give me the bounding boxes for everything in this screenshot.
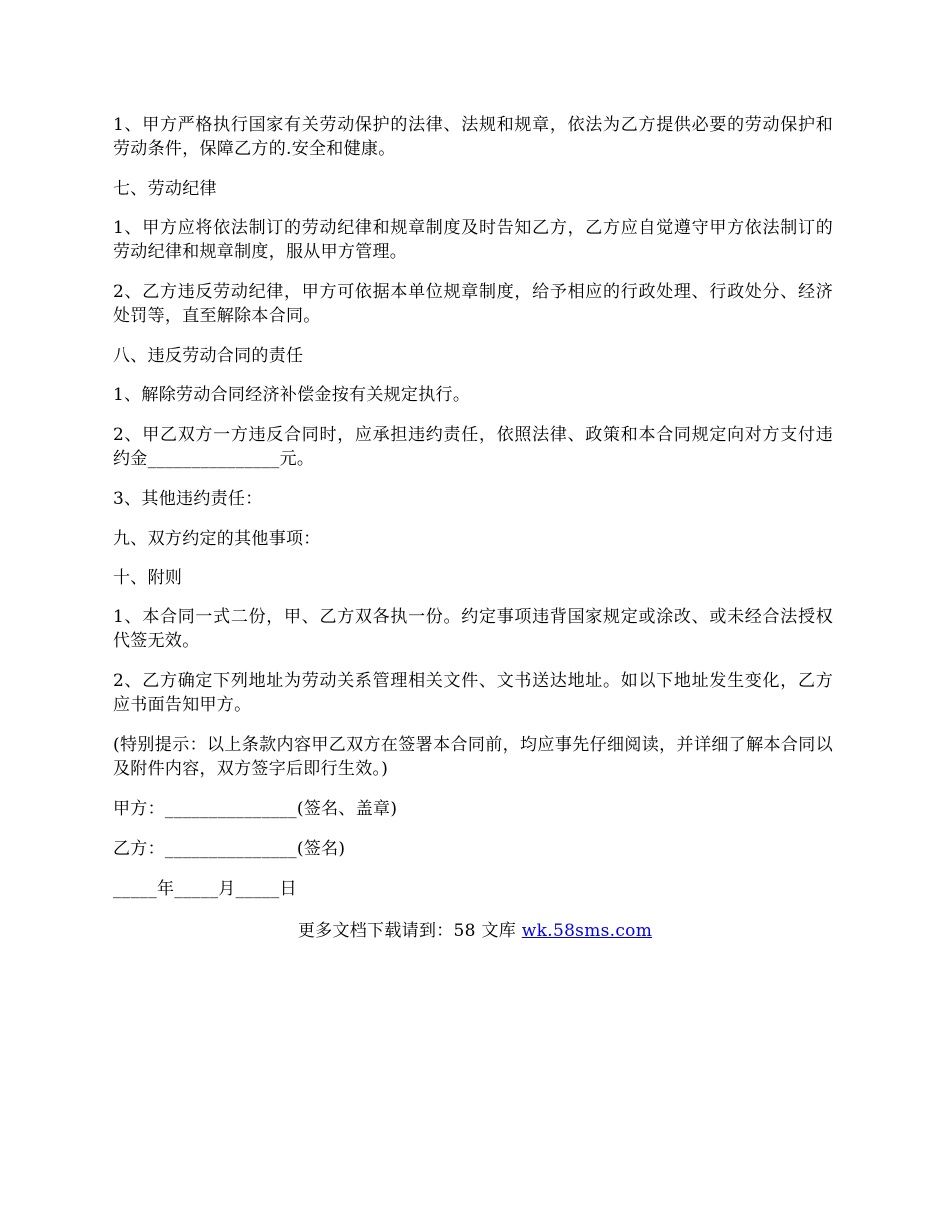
footer-link[interactable]: wk.58sms.com: [521, 921, 653, 941]
clause-discipline-1: 1、甲方应将依法制订的劳动纪律和规章制度及时告知乙方，乙方应自觉遵守甲方依法制订的劳动纪律和规章制度，服从甲方管理。: [113, 218, 833, 262]
clause-liability-2: 2、甲乙双方一方违反合同时，应承担违约责任，依照法律、政策和本合同规定向对方支付违约金_______________元。: [113, 425, 833, 469]
clause-supplementary-1: 1、本合同一式二份，甲、乙方双各执一份。约定事项违背国家规定或涂改、或未经合法授权代签无效。: [113, 607, 833, 651]
section-heading-liability: 八、违反劳动合同的责任: [113, 346, 304, 366]
clause-liability-1: 1、解除劳动合同经济补偿金按有关规定执行。: [113, 385, 471, 405]
document-body: [113, 113, 833, 917]
section-heading-labor-discipline: 七、劳动纪律: [113, 179, 217, 199]
clause-liability-3: 3、其他违约责任：: [113, 489, 263, 509]
clause-supplementary-2: 2、乙方确定下列地址为劳动关系管理相关文件、文书送达地址。如以下地址发生变化，乙方应书面告知甲方。: [113, 671, 833, 715]
signature-date: _____年_____月_____日: [113, 879, 297, 899]
section-heading-other-matters: 九、双方约定的其他事项：: [113, 529, 321, 549]
footer-prefix: 更多文档下载请到：58 文库: [297, 921, 522, 941]
signature-party-a: 甲方：_______________(签名、盖章): [113, 799, 398, 819]
download-footer: [0, 919, 950, 943]
signature-party-b: 乙方：_______________(签名): [113, 839, 346, 859]
clause-labor-protection: 1、甲方严格执行国家有关劳动保护的法律、法规和规章，依法为乙方提供必要的劳动保护和劳动条件，保障乙方的.安全和健康。: [113, 115, 833, 159]
section-heading-supplementary: 十、附则: [113, 568, 183, 588]
clause-discipline-2: 2、乙方违反劳动纪律，甲方可依据本单位规章制度，给予相应的行政处理、行政处分、经济处罚等，直至解除本合同。: [113, 282, 833, 326]
special-notice: (特别提示：以上条款内容甲乙双方在签署本合同前，均应事先仔细阅读，并详细了解本合同以及附件内容，双方签字后即行生效。): [113, 735, 833, 779]
